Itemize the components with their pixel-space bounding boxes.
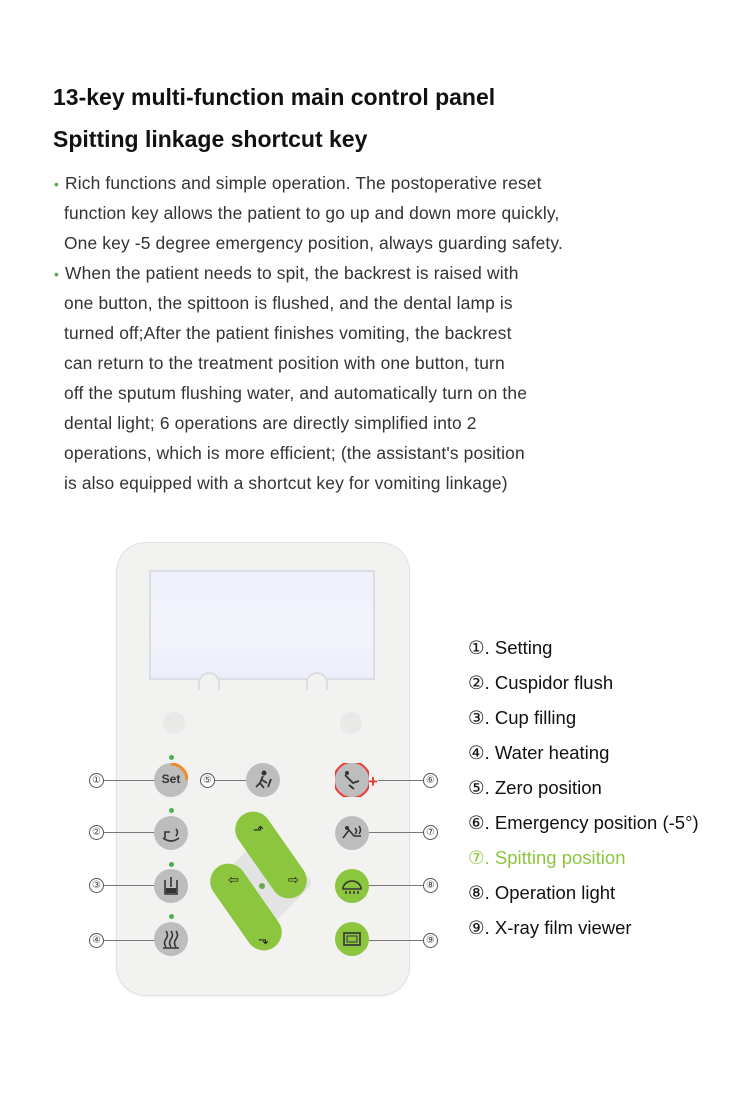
legend-item: ⑥. Emergency position (-5°) [468,812,699,833]
operation-light-button[interactable] [335,869,369,903]
screen-notch [198,672,220,690]
screw-hole [163,712,185,734]
bullet-dot-icon: • [54,266,60,282]
leader-line [104,780,154,781]
callout-9: ⑨ [423,933,438,948]
emergency-cross-icon: + [368,772,378,791]
legend-item: ①. Setting [468,637,553,658]
leader-line [378,780,423,781]
indicator-led [169,808,174,813]
zero-position-icon [246,763,280,797]
callout-7: ⑦ [423,825,438,840]
callout-6: ⑥ [423,773,438,788]
zero-position-button[interactable] [246,763,280,797]
spitting-position-button[interactable] [335,816,369,850]
leader-line [104,885,154,886]
screen-notch [306,672,328,690]
legend-item: ④. Water heating [468,742,610,763]
page-subtitle: Spitting linkage shortcut key [53,126,368,152]
callout-8: ⑧ [423,878,438,893]
backrest-down-arrow-icon: ⇦ [228,872,239,887]
cuspidor-flush-button[interactable] [154,816,188,850]
center-indicator-led [259,883,265,889]
page-title: 13-key multi-function main control panel [53,84,496,110]
indicator-led [169,914,174,919]
xray-viewer-button[interactable] [335,922,369,956]
spitting-position-icon [335,816,369,850]
callout-2: ② [89,825,104,840]
legend-item: ②. Cuspidor flush [468,672,614,693]
legend-item-highlighted: ⑦. Spitting position [468,847,626,868]
leader-line [104,832,154,833]
cuspidor-flush-icon [154,816,188,850]
indicator-led [169,755,174,760]
set-button[interactable]: Set [154,763,188,797]
leader-line [215,780,246,781]
cup-filling-button[interactable] [154,869,188,903]
water-heating-button[interactable] [154,922,188,956]
emergency-position-icon [335,763,369,797]
water-heating-icon [154,922,188,956]
list-item: • Rich functions and simple operation. The postoperative reset [54,168,744,198]
function-legend [468,634,699,949]
seat-down-arrow-icon: ⬎ [258,932,269,947]
screw-hole [340,712,362,734]
callout-1: ① [89,773,104,788]
list-item: • When the patient needs to spit, the backrest is raised with [54,258,744,288]
leader-line [369,832,423,833]
legend-item: ⑨. X-ray film viewer [468,917,632,938]
leader-line [369,885,423,886]
lcd-screen [149,570,375,680]
legend-item: ⑧. Operation light [468,882,616,903]
leader-line [369,940,423,941]
indicator-led [169,862,174,867]
callout-4: ④ [89,933,104,948]
emergency-position-button[interactable] [335,763,369,797]
xray-viewer-icon [335,922,369,956]
legend-item: ⑤. Zero position [468,777,602,798]
callout-3: ③ [89,878,104,893]
backrest-up-arrow-icon: ⬏ [253,822,264,837]
callout-5: ⑤ [200,773,215,788]
seat-up-arrow-icon: ⇨ [288,872,299,887]
leader-line [104,940,154,941]
operation-light-icon [335,869,369,903]
legend-item: ③. Cup filling [468,707,577,728]
feature-description: • Rich functions and simple operation. The postoperative reset function key allows the patient to go up and down more quickly, One key -5 degree emergency position, always guarding safety. • When the patient needs to spit, the backrest is raised with one button, the spittoon is flushed, and the dental lamp is turned off;After the patient finishes vomiting, the backrest can return to the treatment position with one button, turn off the sputum flushing water, and automatically turn on the dental light; 6 operations are directly simplified into 2 operations, which is more efficient; (the assistant's position is also equipped with a shortcut key for vomiting linkage) [54,168,744,498]
cup-filling-icon [154,869,188,903]
bullet-dot-icon: • [54,176,60,192]
